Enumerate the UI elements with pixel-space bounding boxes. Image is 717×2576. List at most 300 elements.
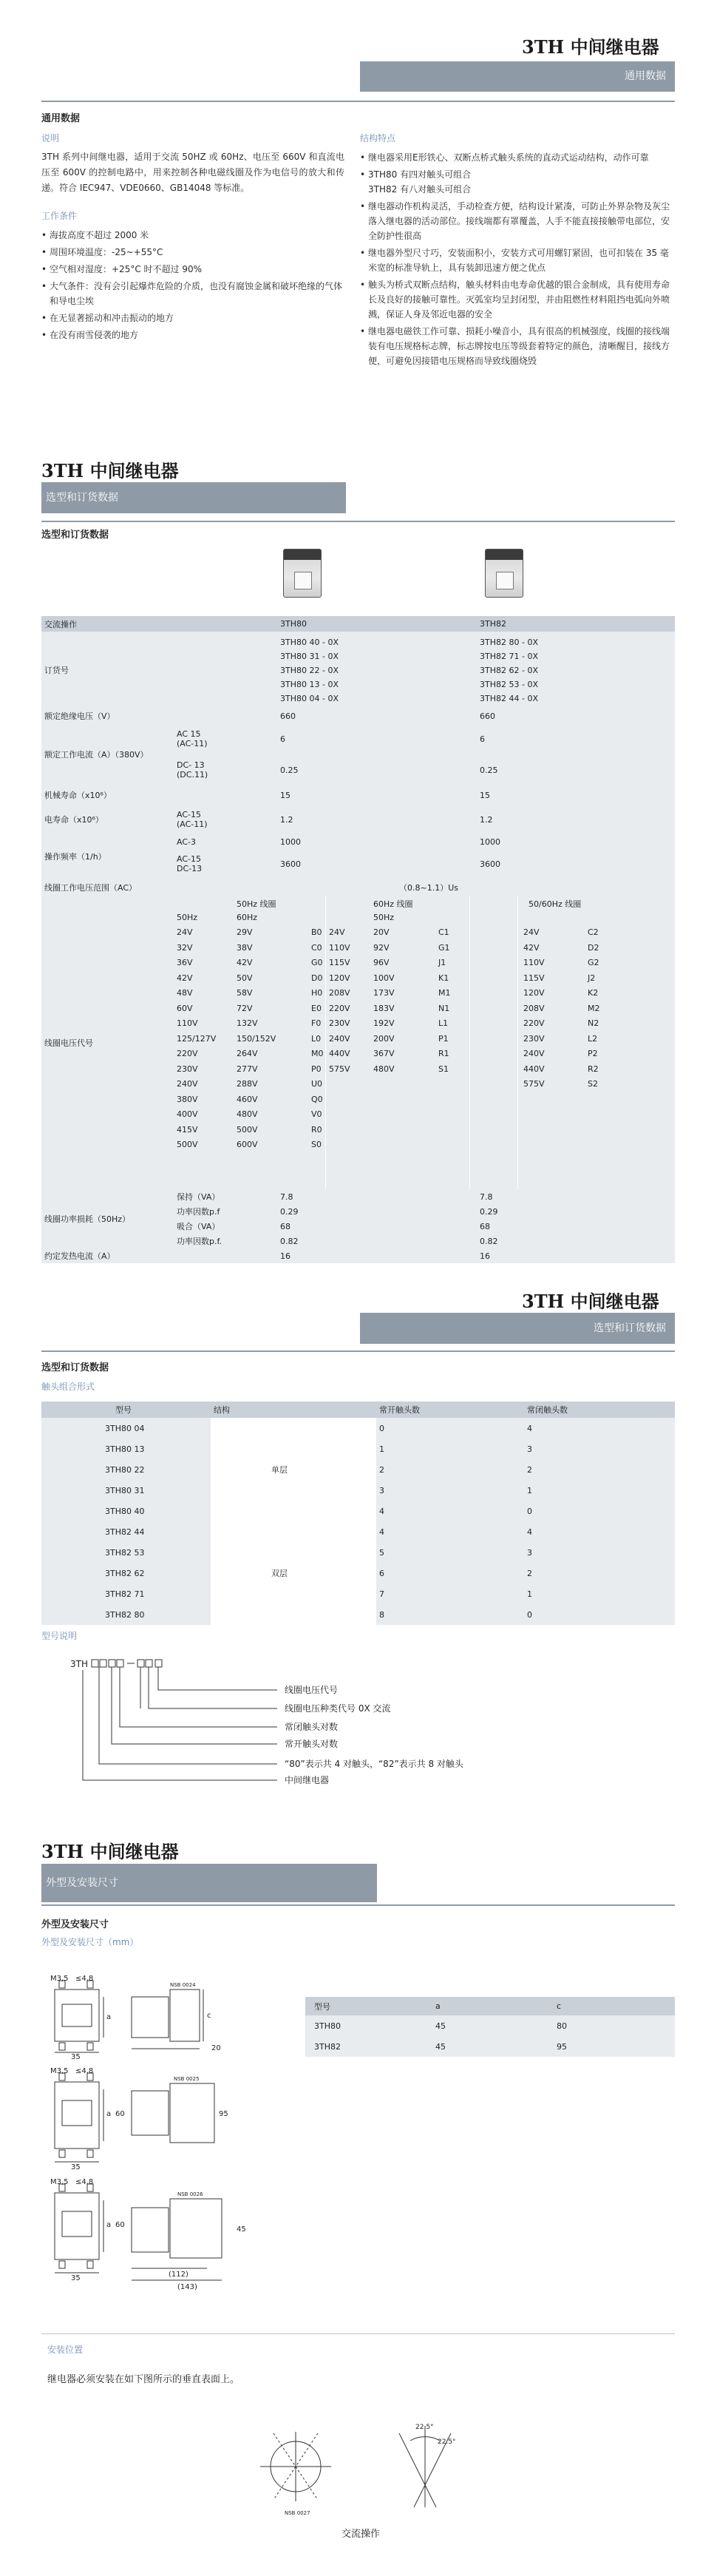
coil-code-cell: 42V bbox=[177, 973, 193, 983]
coil-code-cell: 32V bbox=[177, 942, 193, 953]
order-number: 3TH80 22 - 0X bbox=[280, 665, 339, 675]
col-header-operation: 交流操作 bbox=[41, 616, 174, 632]
loss-key: 功率因数p.f bbox=[174, 1204, 277, 1219]
features-subtitle: 结构特点 bbox=[360, 133, 396, 143]
coil-code-cell: 575V bbox=[523, 1079, 545, 1089]
coil-code-cell: V0 bbox=[311, 1109, 322, 1119]
coil-code-cell: 110V bbox=[177, 1018, 198, 1028]
coil-code-cell: F0 bbox=[311, 1018, 322, 1028]
coil-code-cell: L0 bbox=[311, 1033, 322, 1044]
page3-rule bbox=[41, 1350, 675, 1352]
model-cell: 3TH82 62 bbox=[41, 1563, 211, 1583]
page1-banner-label: 通用数据 bbox=[625, 70, 666, 82]
dim2-label: a bbox=[106, 2110, 112, 2118]
coil-grid-canvas bbox=[174, 896, 675, 1189]
coil-code-cell: R0 bbox=[311, 1124, 322, 1135]
order-number: 3TH82 44 - 0X bbox=[480, 693, 538, 703]
coil-code-cell: 208V bbox=[329, 988, 350, 998]
dimension-drawing-2 bbox=[44, 2067, 266, 2171]
feature-item: • 继电器动作机构灵活，手动检查方便，结构设计紧凑，可防止外界杂物及灰尘落入继电器的活动部位。接线端都有罩覆盖，人手不能直接接触带电部位，安全防护性很高 bbox=[360, 199, 675, 243]
coil-code-cell: 230V bbox=[177, 1064, 198, 1074]
model-label: 线圈电压种类代号 0X 交流 bbox=[285, 1703, 391, 1714]
coil-code-cell: 60V bbox=[177, 1003, 193, 1013]
elec-life-3th80: 1.2 bbox=[277, 805, 477, 834]
loss-3th80: 0.82 bbox=[277, 1234, 477, 1248]
page4-banner bbox=[41, 1864, 377, 1902]
coil-code-cell: C0 bbox=[311, 942, 322, 953]
feature-item: • 继电器电磁铁工作可靠、损耗小噪音小，具有很高的机械强度，线圈的接线端装有电压规格标志牌，标志牌按电压等级套着特定的颜色，清晰醒目，接线方便，可避免因接错电压规格而导致线圈烧毁 bbox=[360, 324, 675, 368]
coil-code-label: 线圈电压代号 bbox=[41, 896, 174, 1189]
loss-3th80: 0.29 bbox=[277, 1204, 477, 1219]
coil-code-cell: 58V bbox=[237, 988, 253, 998]
coil-code-cell: M0 bbox=[311, 1049, 324, 1058]
coil-code-cell: 500V bbox=[177, 1140, 198, 1149]
coil-code-cell: 36V bbox=[177, 958, 193, 967]
coil-code-cell: 24V bbox=[177, 927, 193, 937]
coil-code-cell: 24V bbox=[523, 927, 540, 937]
feature-item: • 继电器采用E形铁心、双断点桥式触头系统的直动式运动结构，动作可靠 bbox=[360, 150, 675, 165]
order-number: 3TH80 40 - 0X bbox=[280, 637, 339, 647]
thermal-3th82: 16 bbox=[477, 1248, 675, 1263]
dim1-label: NSB 0024 bbox=[170, 1982, 196, 1988]
mech-life-label: 机械寿命（x10⁶） bbox=[41, 785, 174, 805]
order-number: 3TH82 53 - 0X bbox=[480, 679, 538, 689]
coil-code-cell: 72V bbox=[237, 1003, 253, 1013]
description-subtitle: 说明 bbox=[41, 133, 60, 143]
no-cell: 0 bbox=[376, 1418, 524, 1439]
dc13-3th82: 0.25 bbox=[477, 754, 675, 785]
model-label: 中间继电器 bbox=[285, 1775, 330, 1785]
dim-model: 3TH80 bbox=[305, 2015, 432, 2036]
nc-cell: 1 bbox=[524, 1480, 675, 1501]
coil-code-cell: 400V bbox=[177, 1109, 198, 1119]
page1-banner bbox=[360, 61, 675, 92]
dim1-label: M3,5 bbox=[50, 1975, 69, 1983]
coil-code-cell: 440V bbox=[329, 1049, 350, 1058]
loss-key: 保持（VA） bbox=[174, 1189, 277, 1204]
structure-double: 双层 bbox=[211, 1521, 376, 1625]
dc13-3th80: 0.25 bbox=[277, 754, 477, 785]
dim2-label: NSB 0025 bbox=[174, 2076, 200, 2082]
page3-title: 3TH 中间继电器 bbox=[522, 1291, 659, 1312]
no-cell: 6 bbox=[376, 1563, 524, 1583]
coil-code-cell: 24V bbox=[329, 927, 345, 937]
dim3-label: a bbox=[106, 2221, 112, 2229]
ac15-3th80: 6 bbox=[277, 723, 477, 754]
no-cell: 3 bbox=[376, 1480, 524, 1501]
ac15-label: AC 15 (AC-11) bbox=[174, 723, 277, 754]
page3-banner-label: 选型和订货数据 bbox=[594, 1322, 666, 1334]
mount-text: 继电器必须安装在如下图所示的垂直表面上。 bbox=[47, 2374, 240, 2385]
dim3-label: ≤4,8 bbox=[75, 2178, 94, 2186]
order-number: 3TH82 62 - 0X bbox=[480, 665, 538, 675]
coil-code-cell: 92V bbox=[373, 942, 390, 953]
order-number: 3TH80 04 - 0X bbox=[280, 693, 339, 703]
coil-code-cell: 200V bbox=[373, 1033, 395, 1044]
coil-range-label: 线圈工作电压范围（AC） bbox=[41, 879, 174, 896]
coil-code-cell: 115V bbox=[329, 958, 350, 967]
coil-code-cell: S2 bbox=[588, 1079, 598, 1089]
dim-col-model: 型号 bbox=[305, 1997, 432, 2015]
nc-cell: 2 bbox=[524, 1459, 675, 1480]
loss-3th80: 7.8 bbox=[277, 1189, 477, 1204]
nc-cell: 4 bbox=[524, 1418, 675, 1439]
coil-code-cell: 240V bbox=[329, 1033, 350, 1044]
coil-code-cell: 480V bbox=[237, 1109, 258, 1119]
dim-col-a: a bbox=[432, 1997, 554, 2015]
selection-table bbox=[41, 616, 675, 1263]
description-text: 3TH 系列中间继电器，适用于交流 50HZ 或 60Hz、电压至 660V 和直流电压至 600V 的控制电路中，用来控制各种电磁线圈及作为电信号的放大和传递。符合 IEC947、VDE0660、GB14048 等标准。 bbox=[41, 152, 344, 193]
coil-code-cell: S0 bbox=[311, 1140, 322, 1149]
coil-code-cell: 125/127V bbox=[177, 1033, 217, 1044]
coil-code-cell: 440V bbox=[523, 1064, 545, 1074]
model-cell: 3TH82 80 bbox=[41, 1604, 211, 1625]
condition-item: • 大气条件：没有会引起爆炸危险的介质，也没有腐蚀金属和破坏绝缘的气体和导电尘埃 bbox=[41, 279, 344, 308]
elec-life-sub: AC-15 (AC-11) bbox=[174, 805, 277, 834]
coil-code-cell: 460V bbox=[237, 1094, 258, 1104]
coil-code-cell: B0 bbox=[311, 927, 322, 937]
coil-code-cell: M2 bbox=[588, 1003, 600, 1013]
coil-code-cell: D2 bbox=[588, 942, 599, 953]
coil-code-cell: 220V bbox=[177, 1049, 198, 1058]
no-cell: 4 bbox=[376, 1501, 524, 1521]
col-no-count: 常开触头数 bbox=[376, 1402, 524, 1418]
order-number: 3TH80 31 - 0X bbox=[280, 651, 339, 661]
loss-key: 吸合（VA） bbox=[174, 1219, 277, 1234]
conditions-subtitle: 工作条件 bbox=[41, 211, 78, 221]
dim-c: 95 bbox=[554, 2036, 675, 2057]
mount-angle-2: 22.5° bbox=[438, 2438, 456, 2446]
nc-cell: 0 bbox=[524, 1501, 675, 1521]
no-cell: 1 bbox=[376, 1439, 524, 1459]
coil-code-cell: 380V bbox=[177, 1094, 198, 1104]
coil-code-cell: N2 bbox=[588, 1018, 599, 1028]
coil-grid-divider bbox=[517, 896, 518, 1189]
rated-voltage-3th80: 660 bbox=[277, 709, 477, 723]
dimension-drawing-3 bbox=[44, 2178, 281, 2296]
coil-code-cell: 367V bbox=[373, 1049, 395, 1058]
coil-code-cell: 120V bbox=[523, 988, 545, 998]
model-cell: 3TH80 22 bbox=[41, 1459, 211, 1480]
rated-current-label: 额定工作电流（A）（380V） bbox=[41, 723, 174, 785]
condition-item: • 周围环境温度：-25~+55°C bbox=[41, 245, 344, 260]
nc-cell: 3 bbox=[524, 1542, 675, 1563]
coil-code-cell: L2 bbox=[588, 1033, 598, 1044]
elec-life-3th82: 1.2 bbox=[477, 805, 675, 834]
page2-heading: 选型和订货数据 bbox=[41, 530, 109, 541]
coil-header-cell: 50Hz bbox=[177, 913, 198, 922]
dim3-label: (143) bbox=[177, 2283, 197, 2291]
thermal-3th80: 16 bbox=[277, 1248, 477, 1263]
coil-code-cell: C1 bbox=[438, 927, 449, 937]
coil-loss-label: 线圈功率损耗（50Hz） bbox=[41, 1189, 174, 1248]
model-cell: 3TH82 44 bbox=[41, 1521, 211, 1542]
mount-angle-1: 22.5° bbox=[415, 2424, 434, 2431]
loss-3th82: 68 bbox=[477, 1219, 675, 1234]
model-label: 常开触头对数 bbox=[285, 1739, 339, 1749]
coil-code-cell: 600V bbox=[237, 1140, 258, 1149]
col-model: 型号 bbox=[41, 1402, 211, 1418]
coil-code-cell: 120V bbox=[329, 973, 350, 983]
coil-code-cell: 42V bbox=[237, 958, 253, 967]
coil-code-cell: P1 bbox=[438, 1033, 449, 1044]
model-cell: 3TH80 04 bbox=[41, 1418, 211, 1439]
coil-code-cell: 110V bbox=[523, 958, 545, 967]
loss-3th82: 0.82 bbox=[477, 1234, 675, 1248]
coil-code-cell: 240V bbox=[177, 1079, 198, 1089]
page4-title: 3TH 中间继电器 bbox=[41, 1841, 179, 1862]
coil-code-cell: 264V bbox=[237, 1049, 258, 1058]
page3-banner bbox=[360, 1313, 675, 1344]
op-freq-label: 操作频率（1/h） bbox=[41, 834, 174, 879]
dim2-label: 95 bbox=[219, 2110, 228, 2118]
coil-code-cell: G1 bbox=[438, 942, 450, 953]
dim1-label: ≤4,8 bbox=[75, 1975, 94, 1983]
coil-range-value: （0.8~1.1）Us bbox=[277, 879, 675, 896]
dimension-table bbox=[305, 1997, 675, 2057]
nc-cell: 2 bbox=[524, 1563, 675, 1583]
no-cell: 2 bbox=[376, 1459, 524, 1480]
coil-code-cell: 288V bbox=[237, 1079, 258, 1089]
model-cell: 3TH80 13 bbox=[41, 1439, 211, 1459]
no-cell: 4 bbox=[376, 1521, 524, 1542]
model-prefix: 3TH bbox=[70, 1659, 88, 1669]
coil-header-cell: 60Hz 线圈 bbox=[373, 899, 413, 909]
coil-code-cell: U0 bbox=[311, 1079, 323, 1089]
coil-code-cell: 415V bbox=[177, 1124, 198, 1135]
dim-a: 45 bbox=[432, 2036, 554, 2057]
coil-code-cell: R2 bbox=[588, 1064, 599, 1074]
features-section bbox=[360, 132, 675, 371]
coil-code-cell: 38V bbox=[237, 942, 253, 953]
coil-code-cell: P0 bbox=[311, 1064, 322, 1074]
dim-c: 80 bbox=[554, 2015, 675, 2036]
feature-item: • 触头为桥式双断点结构，触头材料由电寿命优越的银合金制成，具有使用寿命长及良好的接触可靠性。灭弧室均呈封闭型，并由阻燃性材料阻挡电弧向外喷溅，保证人身及邻近电器的安全 bbox=[360, 277, 675, 322]
coil-code-cell: E0 bbox=[311, 1003, 322, 1013]
col-header-3th80: 3TH80 bbox=[277, 616, 477, 632]
page4-rule bbox=[41, 1904, 675, 1906]
order-number: 3TH80 13 - 0X bbox=[280, 679, 339, 689]
contact-table bbox=[41, 1402, 675, 1625]
condition-item: • 在没有雨雪侵袭的地方 bbox=[41, 328, 344, 342]
no-cell: 8 bbox=[376, 1604, 524, 1625]
model-label: “80”表示共 4 对触头，“82”表示共 8 对触头 bbox=[285, 1759, 463, 1769]
coil-code-cell: 277V bbox=[237, 1064, 258, 1074]
relay-3th82-image bbox=[485, 549, 523, 598]
rated-voltage-3th82: 660 bbox=[477, 709, 675, 723]
dim3-label: (112) bbox=[169, 2271, 188, 2279]
model-cell: 3TH82 71 bbox=[41, 1583, 211, 1604]
condition-item: • 海拔高度不超过 2000 米 bbox=[41, 228, 344, 243]
coil-code-cell: 100V bbox=[373, 973, 395, 983]
coil-code-cell: 110V bbox=[329, 942, 350, 953]
coil-header-cell: 50Hz bbox=[373, 913, 395, 922]
mount-caption: 交流操作 bbox=[341, 2529, 381, 2540]
coil-code-cell: 115V bbox=[523, 973, 545, 983]
nc-cell: 4 bbox=[524, 1521, 675, 1542]
loss-3th80: 68 bbox=[277, 1219, 477, 1234]
coil-code-cell: 575V bbox=[329, 1064, 350, 1074]
coil-code-cell: K2 bbox=[588, 988, 599, 998]
feature-item: • 继电器外型尺寸巧，安装面积小，安装方式可用螺钉紧固，也可扣装在 35 毫米宽的标准导轨上，具有装卸迅速方便之优点 bbox=[360, 246, 675, 275]
coil-code-cell: D0 bbox=[311, 973, 323, 983]
conditions-list bbox=[41, 228, 344, 342]
coil-code-cell: R1 bbox=[438, 1049, 449, 1058]
nc-cell: 3 bbox=[524, 1439, 675, 1459]
order-number: 3TH82 71 - 0X bbox=[480, 651, 538, 661]
col-nc-count: 常闭触头数 bbox=[524, 1402, 675, 1418]
mount-code: NSB 0027 bbox=[285, 2510, 310, 2516]
description-section bbox=[41, 132, 344, 345]
coil-header-cell: 50/60Hz 线圈 bbox=[529, 899, 582, 909]
page2-banner bbox=[41, 482, 346, 513]
coil-code-cell: J1 bbox=[438, 958, 446, 967]
rated-voltage-label: 额定绝缘电压（V） bbox=[41, 709, 174, 723]
model-label: 线圈电压代号 bbox=[285, 1685, 339, 1695]
coil-code-cell: 132V bbox=[237, 1018, 258, 1028]
coil-code-cell: 208V bbox=[523, 1003, 545, 1013]
model-cell: 3TH80 40 bbox=[41, 1501, 211, 1521]
coil-code-cell: J2 bbox=[588, 973, 596, 983]
mount-diagram bbox=[244, 2411, 495, 2522]
loss-key: 功率因数p.f. bbox=[174, 1234, 277, 1248]
page2-title: 3TH 中间继电器 bbox=[41, 460, 179, 481]
dim-a: 45 bbox=[432, 2015, 554, 2036]
coil-code-cell: G0 bbox=[311, 958, 323, 967]
col-structure: 结构 bbox=[211, 1402, 376, 1418]
op-freq-ac3-3th80: 1000 bbox=[277, 834, 477, 849]
feature-item: • 3TH80 有四对触头可组合 3TH82 有八对触头可组合 bbox=[360, 167, 675, 197]
page4-heading: 外型及安装尺寸 bbox=[41, 1919, 109, 1930]
dim1-label: 35 bbox=[71, 2053, 81, 2060]
no-cell: 5 bbox=[376, 1542, 524, 1563]
model-cell: 3TH80 31 bbox=[41, 1480, 211, 1501]
coil-header-cell: 50Hz 线圈 bbox=[237, 899, 276, 909]
coil-code-cell: C2 bbox=[588, 927, 599, 937]
no-cell: 7 bbox=[376, 1583, 524, 1604]
mech-life-3th82: 15 bbox=[477, 785, 675, 805]
coil-code-cell: 29V bbox=[237, 927, 253, 937]
dim-model: 3TH82 bbox=[305, 2036, 432, 2057]
coil-code-cell: 48V bbox=[177, 988, 193, 998]
coil-code-grid bbox=[174, 896, 675, 1189]
contact-subtitle: 触头组合形式 bbox=[41, 1382, 95, 1392]
coil-code-cell: 183V bbox=[373, 1003, 395, 1013]
dim-subtitle: 外型及安装尺寸（mm） bbox=[41, 1937, 139, 1947]
op-freq-ac15-3th82: 3600 bbox=[477, 849, 675, 879]
coil-code-cell: N1 bbox=[438, 1003, 450, 1013]
col-header-3th82: 3TH82 bbox=[477, 616, 675, 632]
dim3-label: 60 bbox=[115, 2221, 125, 2229]
dim3-label: 45 bbox=[237, 2225, 246, 2234]
structure-single: 单层 bbox=[211, 1418, 376, 1521]
dim1-label: 20 bbox=[211, 2044, 221, 2052]
coil-code-cell: P2 bbox=[588, 1049, 598, 1058]
dim3-label: NSB 0026 bbox=[177, 2191, 203, 2197]
coil-code-cell: 192V bbox=[373, 1018, 395, 1028]
page2-rule bbox=[41, 521, 675, 522]
dim-col-c: c bbox=[554, 1997, 675, 2015]
dim1-label: c bbox=[207, 2012, 211, 2020]
page3-heading: 选型和订货数据 bbox=[41, 1362, 109, 1373]
coil-code-cell: G2 bbox=[588, 958, 599, 967]
coil-code-cell: 230V bbox=[329, 1018, 350, 1028]
model-cell: 3TH82 53 bbox=[41, 1542, 211, 1563]
mount-subtitle: 安装位置 bbox=[47, 2345, 84, 2355]
condition-item: • 在无显著摇动和冲击振动的地方 bbox=[41, 311, 344, 325]
coil-code-cell: K1 bbox=[438, 973, 449, 983]
thermal-current-label: 约定发热电流（A） bbox=[41, 1248, 174, 1263]
nc-cell: 1 bbox=[524, 1583, 675, 1604]
model-explain-subtitle: 型号说明 bbox=[41, 1631, 78, 1641]
dim2-label: ≤4,8 bbox=[75, 2067, 94, 2075]
loss-3th82: 0.29 bbox=[477, 1204, 675, 1219]
page2-banner-label: 选型和订货数据 bbox=[46, 492, 118, 504]
op-freq-sub2: AC-15 DC-13 bbox=[174, 849, 277, 879]
coil-code-cell: 42V bbox=[523, 942, 540, 953]
coil-code-cell: 480V bbox=[373, 1064, 395, 1074]
coil-code-cell: 500V bbox=[237, 1124, 258, 1135]
coil-header-cell: 60Hz bbox=[237, 913, 258, 922]
coil-code-cell: 230V bbox=[523, 1033, 545, 1044]
dim1-label: a bbox=[106, 2013, 112, 2021]
dimension-drawing-1 bbox=[44, 1975, 266, 2060]
coil-code-cell: 96V bbox=[373, 958, 390, 967]
coil-code-cell: 50V bbox=[237, 973, 253, 983]
op-freq-ac3-3th82: 1000 bbox=[477, 834, 675, 849]
coil-code-cell: 173V bbox=[373, 988, 395, 998]
dc13-label: DC- 13 (DC.11) bbox=[174, 754, 277, 785]
order-numbers-3th82 bbox=[477, 632, 675, 709]
coil-code-cell: H0 bbox=[311, 988, 323, 998]
condition-item: • 空气相对湿度：+25°C 时不超过 90% bbox=[41, 262, 344, 277]
relay-3th80-image bbox=[283, 549, 322, 598]
dim3-label: 35 bbox=[71, 2274, 81, 2282]
dim3-label: M3,5 bbox=[50, 2178, 69, 2186]
coil-code-cell: L1 bbox=[438, 1018, 449, 1028]
model-label: 常闭触头对数 bbox=[285, 1722, 339, 1732]
order-numbers-3th80 bbox=[277, 632, 477, 709]
coil-code-cell: S1 bbox=[438, 1064, 449, 1074]
coil-grid-divider bbox=[325, 896, 326, 1189]
order-number: 3TH82 80 - 0X bbox=[480, 637, 538, 647]
coil-code-cell: 20V bbox=[373, 927, 390, 937]
coil-code-cell: 220V bbox=[329, 1003, 350, 1013]
coil-code-cell: 240V bbox=[523, 1049, 545, 1058]
loss-3th82: 7.8 bbox=[477, 1189, 675, 1204]
dim2-label: 35 bbox=[71, 2163, 81, 2171]
model-code-diagram bbox=[67, 1657, 463, 1805]
mount-rule bbox=[41, 2333, 675, 2334]
dim2-label: M3,5 bbox=[50, 2067, 69, 2075]
order-number-label: 订货号 bbox=[41, 632, 174, 709]
features-list bbox=[360, 150, 675, 368]
page4-banner-label: 外型及安装尺寸 bbox=[46, 1877, 118, 1889]
page1-title: 3TH 中间继电器 bbox=[522, 36, 659, 58]
nc-cell: 0 bbox=[524, 1604, 675, 1625]
coil-code-cell: M1 bbox=[438, 988, 451, 998]
page1-rule bbox=[41, 101, 675, 102]
coil-code-cell: Q0 bbox=[311, 1094, 323, 1104]
op-freq-sub1: AC-3 bbox=[174, 834, 277, 849]
page1-heading: 通用数据 bbox=[41, 113, 81, 124]
coil-code-cell: 220V bbox=[523, 1018, 545, 1028]
coil-code-cell: 150/152V bbox=[237, 1033, 276, 1044]
op-freq-ac15-3th80: 3600 bbox=[277, 849, 477, 879]
coil-grid-divider bbox=[469, 896, 470, 1189]
elec-life-label: 电寿命（x10⁶） bbox=[41, 805, 174, 834]
ac15-3th82: 6 bbox=[477, 723, 675, 754]
